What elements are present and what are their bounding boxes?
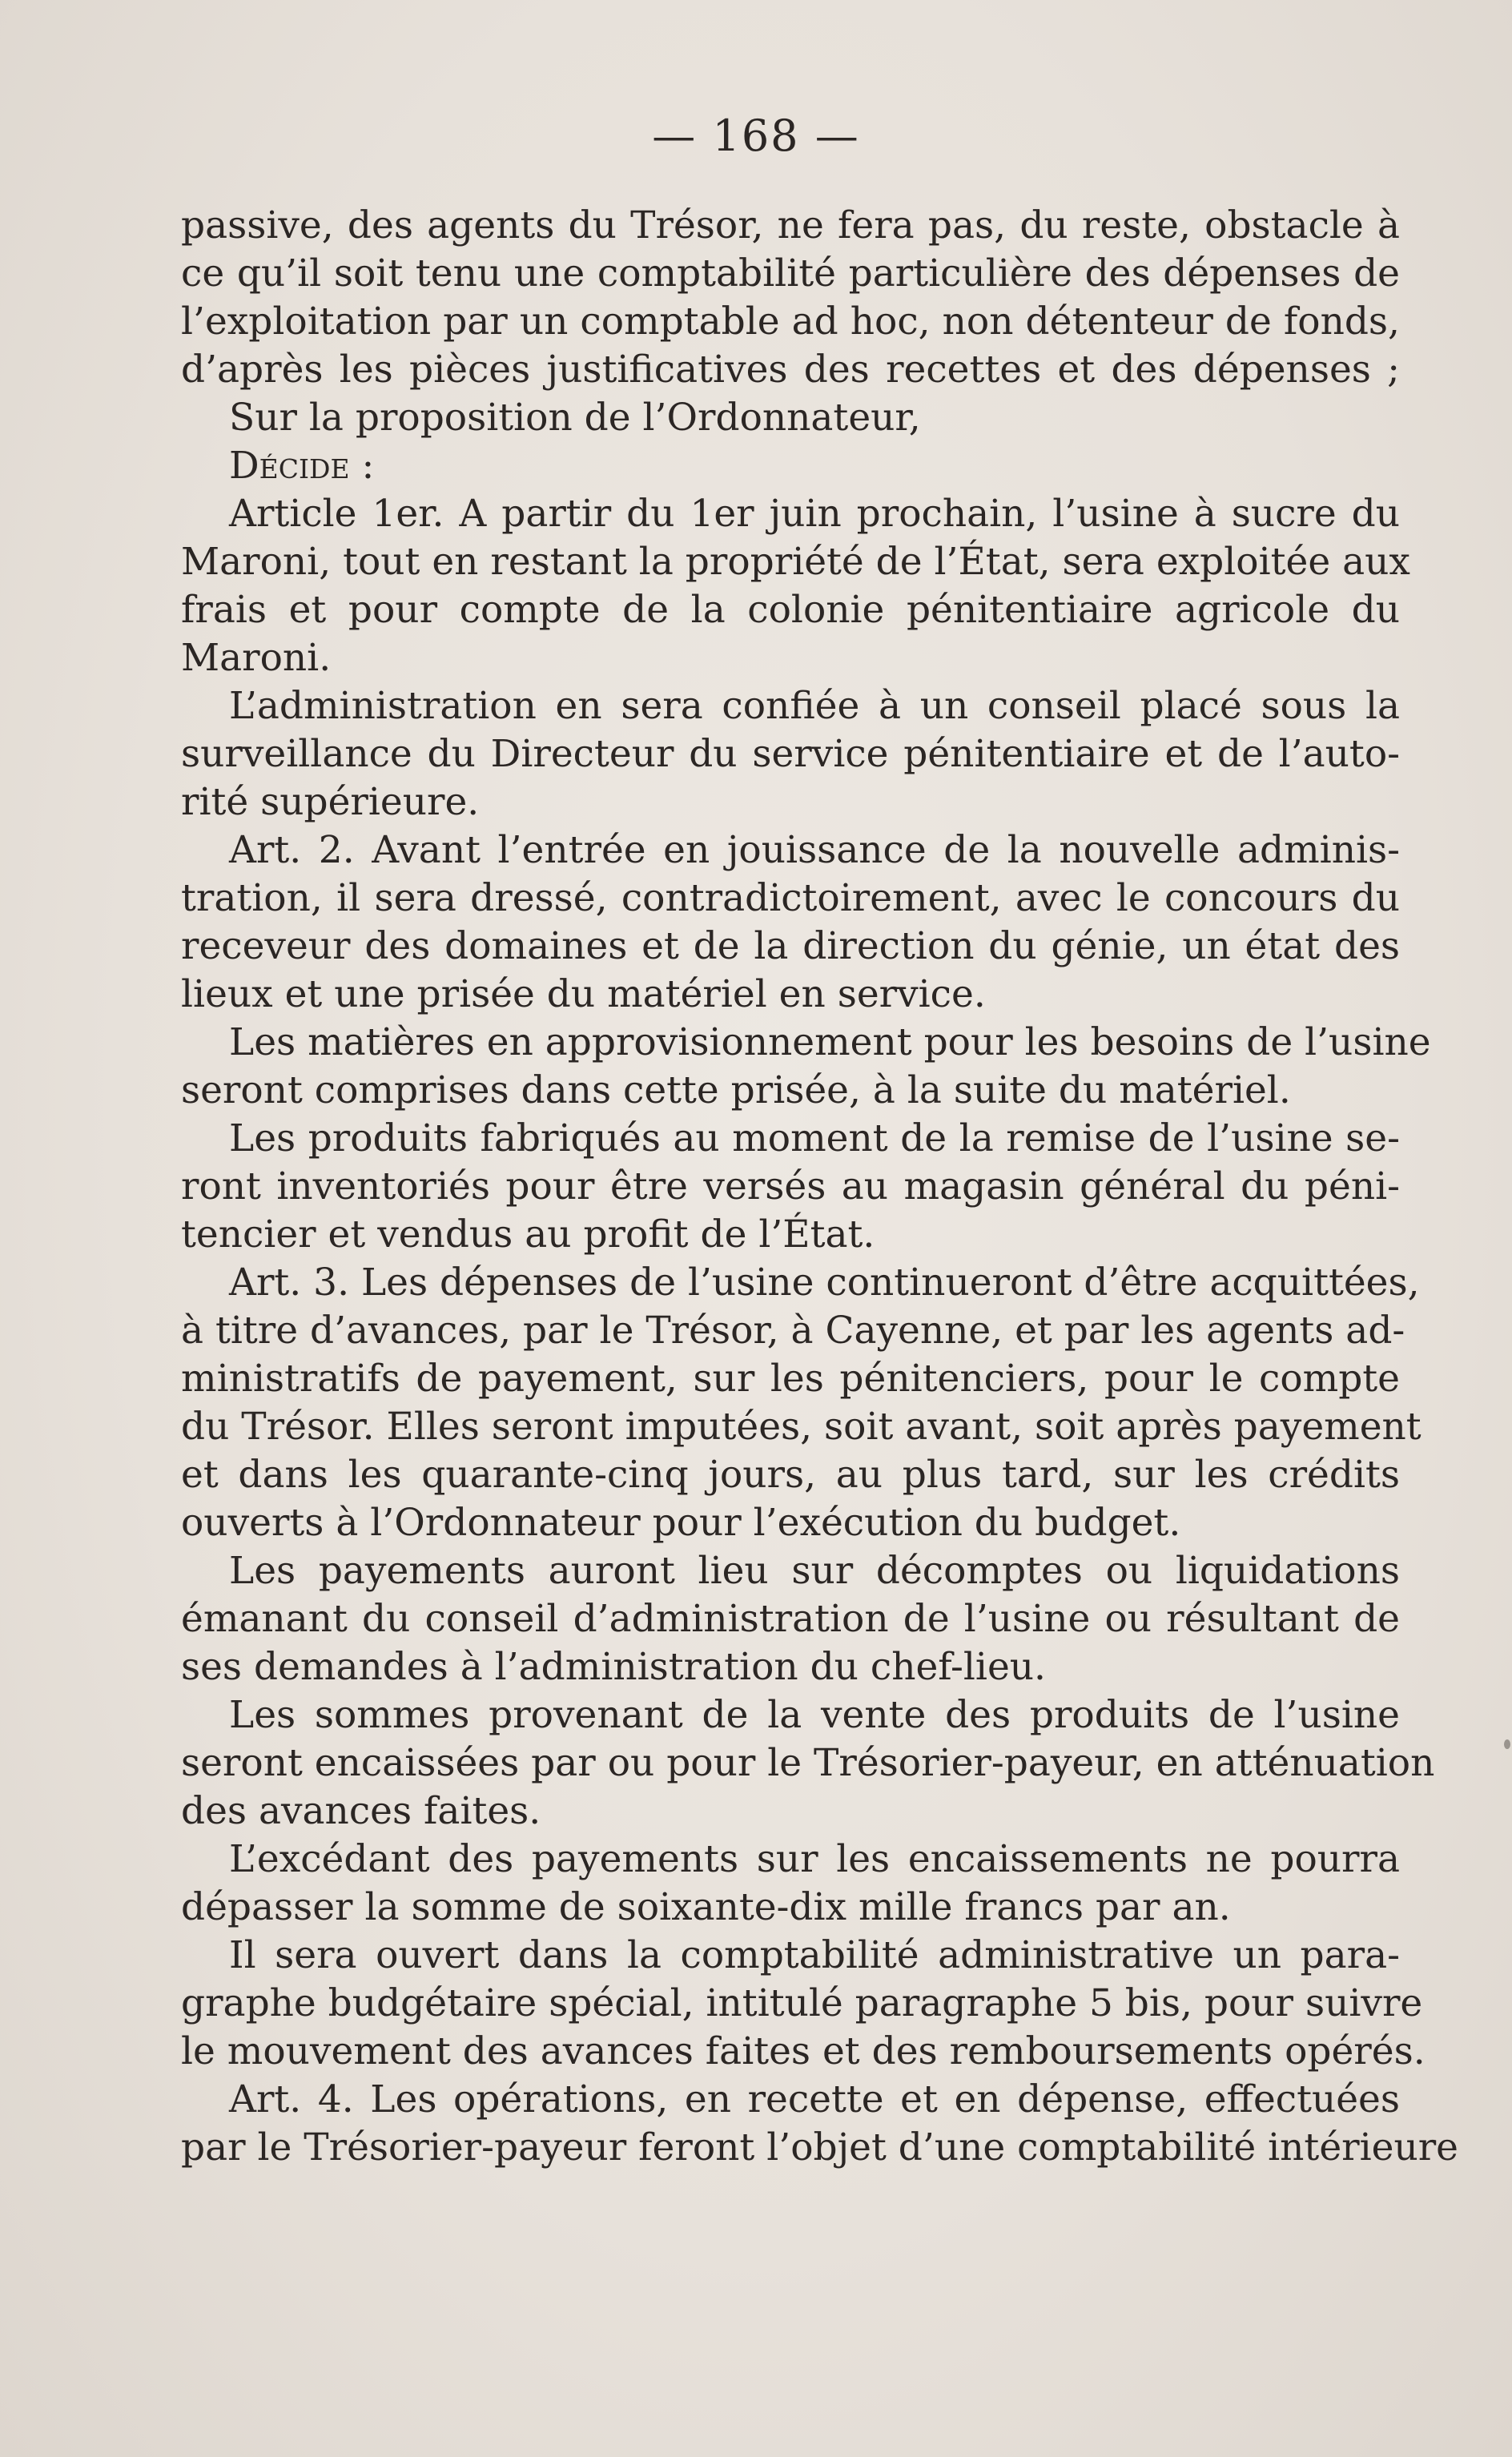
text-line: l’exploitation par un comptable ad hoc, non détenteur de fonds,: [181, 300, 1400, 344]
text-line: seront comprises dans cette prisée, à la suite du matériel.: [181, 1068, 1291, 1112]
text-line: seront encaissées par ou pour le Trésorier-payeur, en atténuation: [181, 1741, 1435, 1785]
text-line: surveillance du Directeur du service pénitentiaire et de l’auto-: [181, 732, 1400, 776]
text-line: Les payements auront lieu sur décomptes ou liquidations: [229, 1549, 1400, 1593]
body-text: [181, 202, 1458, 2172]
text-line: ministratifs de payement, sur les pénitenciers, pour le compte: [181, 1357, 1400, 1401]
text-line: émanant du conseil d’administration de l’usine ou résultant de: [181, 1597, 1400, 1641]
text-line: Art. 4. Les opérations, en recette et en dépense, effectuées: [229, 2077, 1400, 2121]
text-line: du Trésor. Elles seront imputées, soit avant, soit après payement: [181, 1405, 1422, 1449]
text-line: Sur la proposition de l’Ordonnateur,: [229, 396, 921, 440]
text-line: le mouvement des avances faites et des remboursements opérés.: [181, 2029, 1426, 2073]
text-line: Maroni, tout en restant la propriété de l’État, sera exploitée aux: [181, 540, 1410, 584]
text-line: ses demandes à l’administration du chef-lieu.: [181, 1645, 1046, 1689]
text-line: Les matières en approvisionnement pour les besoins de l’usine: [229, 1020, 1431, 1064]
text-line: ront inventoriés pour être versés au magasin général du péni-: [181, 1164, 1400, 1208]
text-line: tencier et vendus au profit de l’État.: [181, 1212, 875, 1257]
text-line: passive, des agents du Trésor, ne fera pas, du reste, obstacle à: [181, 203, 1400, 247]
text-line: Article 1er. A partir du 1er juin prochain, l’usine à sucre du: [229, 492, 1400, 536]
ink-speck: [1504, 1739, 1510, 1749]
text-line: des avances faites.: [181, 1789, 541, 1833]
text-line: tration, il sera dressé, contradictoirement, avec le concours du: [181, 876, 1400, 920]
text-line: L’administration en sera confiée à un conseil placé sous la: [229, 684, 1400, 728]
text-line: ce qu’il soit tenu une comptabilité particulière des dépenses de: [181, 251, 1400, 296]
text-line: Les sommes provenant de la vente des produits de l’usine: [229, 1693, 1400, 1737]
text-line: Maroni.: [181, 636, 332, 680]
page-number: — 168 —: [652, 111, 860, 161]
text-line: rité supérieure.: [181, 780, 480, 824]
text-line: par le Trésorier-payeur feront l’objet d’une comptabilité intérieure: [181, 2125, 1458, 2169]
text-line: Art. 2. Avant l’entrée en jouissance de la nouvelle adminis-: [229, 828, 1400, 872]
text-line: ouverts à l’Ordonnateur pour l’exécution du budget.: [181, 1501, 1181, 1545]
text-line: Il sera ouvert dans la comptabilité administrative un para-: [229, 1933, 1400, 1977]
text-line: Art. 3. Les dépenses de l’usine continueront d’être acquittées,: [229, 1261, 1420, 1305]
text-line: Décide :: [229, 444, 375, 488]
text-line: d’après les pièces justificatives des recettes et des dépenses ;: [181, 348, 1400, 392]
text-line: graphe budgétaire spécial, intitulé paragraphe 5 bis, pour suivre: [181, 1981, 1423, 2025]
text-line: L’excédant des payements sur les encaissements ne pourra: [229, 1837, 1400, 1881]
text-line: Les produits fabriqués au moment de la remise de l’usine se-: [229, 1116, 1400, 1160]
text-line: lieux et une prisée du matériel en service.: [181, 972, 986, 1016]
text-line: et dans les quarante-cinq jours, au plus tard, sur les crédits: [181, 1453, 1400, 1497]
text-line: dépasser la somme de soixante-dix mille francs par an.: [181, 1885, 1231, 1929]
text-line: frais et pour compte de la colonie pénitentiaire agricole du: [181, 588, 1400, 632]
text-line: receveur des domaines et de la direction du génie, un état des: [181, 924, 1400, 968]
text-line: à titre d’avances, par le Trésor, à Cayenne, et par les agents ad-: [181, 1309, 1405, 1353]
